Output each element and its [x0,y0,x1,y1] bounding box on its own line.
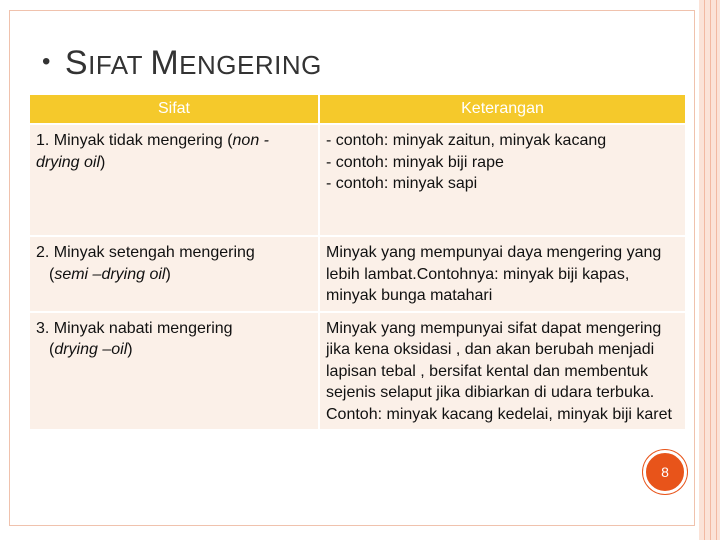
sifat-close: ) [165,265,171,283]
sifat-subline [36,264,312,286]
sifat-text: 3. Minyak nabati mengering [36,319,233,337]
keterangan-line: - contoh: minyak biji rape [326,153,504,171]
rail-line [716,0,717,540]
title-bullet: • [42,48,51,75]
properties-table [28,93,687,431]
table-row [30,237,685,311]
sifat-open: ( [49,265,55,283]
rail-line [710,0,711,540]
keterangan-cell: Minyak yang mempunyai sifat dapat mengering jika kena oksidasi , dan akan berubah menjadi lapisan tebal , bersifat kental dan membentuk sejenis selaput jika dibiarkan di udara terbuka. Contoh: minyak kacang kedelai, minyak biji karet [320,313,685,430]
sifat-close: ) [127,341,133,358]
title-cap-2: M [150,44,180,82]
header-keterangan: Keterangan [320,95,685,123]
keterangan-line: - contoh: minyak sapi [326,175,478,192]
sifat-italic: drying –oil [54,341,128,358]
keterangan-cell [320,125,685,235]
table-header-row [30,95,685,123]
sifat-cell [30,125,318,235]
sifat-close: ) [100,153,106,171]
table-row [30,125,685,235]
title-rest-1: IFAT [88,50,151,80]
sifat-text: 1. Minyak tidak mengering ( [36,132,233,149]
title-cap-1: S [64,44,89,82]
sifat-italic: semi –drying oil [54,265,166,283]
keterangan-cell: Minyak yang mempunyai daya mengering yang lebih lambat.Contohnya: minyak biji kapas, minyak bunga matahari [320,237,685,311]
sifat-subline [36,339,312,361]
sifat-cell [30,313,318,430]
slide-title [42,44,322,84]
sifat-cell [30,237,318,311]
table-row [30,313,685,430]
sifat-italic: non -drying oil [36,132,269,171]
title-rest-2: ENGERING [179,50,322,80]
header-sifat: Sifat [30,95,318,123]
sifat-text: 2. Minyak setengah mengering [36,244,255,261]
keterangan-line: - contoh: minyak zaitun, minyak kacang [326,132,607,149]
rail-line [704,0,705,540]
sifat-open: ( [49,341,55,358]
page-number-badge: 8 [643,450,687,494]
